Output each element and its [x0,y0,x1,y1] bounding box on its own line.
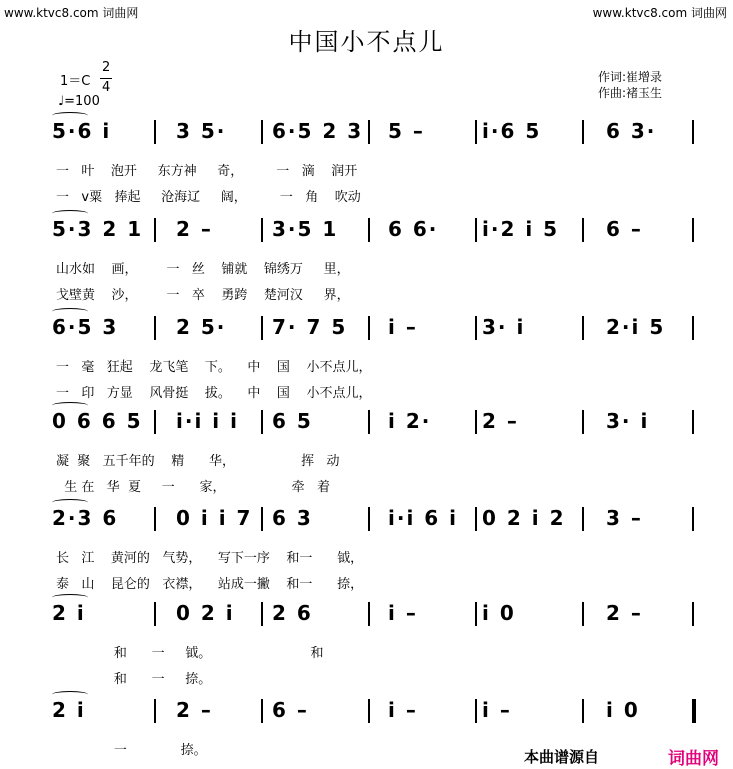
watermark-left: www.ktvc8.com 词曲网 [4,6,139,20]
measure-notes: 3· i [482,315,526,339]
notation-row [46,408,706,436]
measure-notes: i – [388,315,418,339]
measure-notes: i·6 5 [482,119,542,143]
measure-notes: 7· 7 5 [272,315,348,339]
time-signature-bottom: 4 [102,80,111,95]
measure-notes: 6 5 [272,409,313,433]
measure-notes: i 0 [482,601,516,625]
measure-notes: 2 i [52,698,86,722]
notes [46,505,706,533]
measure-notes: 3 5· [176,119,227,143]
lyric-line: 一 毫 狂起 龙飞笔 下。 中 国 小不点儿， [56,360,372,375]
measure-notes: i – [388,601,418,625]
lyric-line: 一 印 方显 风骨挺 拔。 中 国 小不点儿， [56,386,372,401]
lyric-line: 凝 聚 五千年的 精 华， 挥 动 [56,454,340,469]
slur-mark [52,594,88,601]
slur-mark [52,402,88,409]
measure-notes: 2 i [52,601,86,625]
measure-notes: 6 – [272,698,309,722]
measure-notes: 5·6 i [52,119,112,143]
measure-notes: 5·3 2 1 [52,217,144,241]
lyric-line: 一 叶 泡开 东方神 奇， 一 滴 润开 [56,164,358,179]
measure-notes: 2 – [606,601,643,625]
measure-notes: 2·i 5 [606,315,666,339]
measure-notes: 6·5 3 [52,315,119,339]
notes [46,408,706,436]
notes [46,697,706,725]
measure-notes: 0 6 6 5 [52,409,143,433]
measure-notes: 2 6 [272,601,313,625]
measure-notes: 6·5 2 3 [272,119,364,143]
measure-notes: i 2· [388,409,432,433]
measure-notes: 0 2 i [176,601,235,625]
measure-notes: 3 – [606,506,643,530]
measure-notes: i 0 [606,698,640,722]
slur-mark [52,210,88,217]
measure-notes: 2 5· [176,315,227,339]
lyric-line: 和 一 钺。 和 [56,646,324,661]
time-signature-line [100,78,112,79]
notes [46,118,706,146]
time-signature-top: 2 [102,60,111,75]
measure-notes: 2 – [482,409,519,433]
measure-notes: 2·3 6 [52,506,119,530]
lyric-line: 泰 山 昆仑的 衣襟， 站成一撇 和一 捺， [56,577,364,592]
slur-mark [52,112,88,119]
slur-mark [52,691,88,698]
measure-notes: 6 3· [606,119,657,143]
measure-notes: 6 3 [272,506,313,530]
tempo-marking: ♩=100 [58,94,100,109]
lyric-line: 山水如 画， 一 丝 铺就 锦绣万 里， [56,262,350,277]
footer-brand-logo: 词曲网 [668,749,719,769]
lyric-line: 一 捺。 [56,743,207,758]
page-title: 中国小不点儿 [288,28,445,56]
measure-notes: 3· i [606,409,650,433]
measure-notes: 0 i i 7 [176,506,253,530]
measure-notes: 2 – [176,698,213,722]
notation-row [46,505,706,533]
watermark-right: www.ktvc8.com 词曲网 [592,6,727,20]
measure-notes: 6 – [606,217,643,241]
measure-notes: i·i 6 i [388,506,459,530]
measure-notes: i·2 i 5 [482,217,560,241]
notation-row [46,600,706,628]
measure-notes: i – [388,698,418,722]
notation-row [46,697,706,725]
lyric-line: 一 v粟 捧起 沧海辽 阔， 一 角 吹动 [56,190,361,205]
key-signature: 1＝C [60,74,91,89]
notes [46,216,706,244]
lyric-line: 生 在 华 夏 一 家， 牵 着 [56,480,331,495]
notation-row [46,314,706,342]
measure-notes: 6 6· [388,217,439,241]
notes [46,314,706,342]
composer-credit: 作曲:褚玉生 [598,86,663,100]
measure-notes: 2 – [176,217,213,241]
notation-row [46,118,706,146]
slur-mark [52,499,88,506]
lyric-line: 戈壁黄 沙， 一 卒 勇跨 楚河汉 界， [56,288,350,303]
footer-source: 本曲谱源自 [524,748,600,766]
slur-mark [52,308,88,315]
measure-notes: 5 – [388,119,425,143]
measure-notes: i·i i i [176,409,239,433]
notes [46,600,706,628]
lyric-line: 和 一 捺。 [56,672,212,687]
measure-notes: 3·5 1 [272,217,339,241]
measure-notes: i – [482,698,512,722]
notation-row [46,216,706,244]
measure-notes: 0 2 i 2 [482,506,566,530]
lyric-line: 长 江 黄河的 气势， 写下一序 和一 钺， [56,551,364,566]
lyricist-credit: 作词:崔增录 [598,70,663,84]
